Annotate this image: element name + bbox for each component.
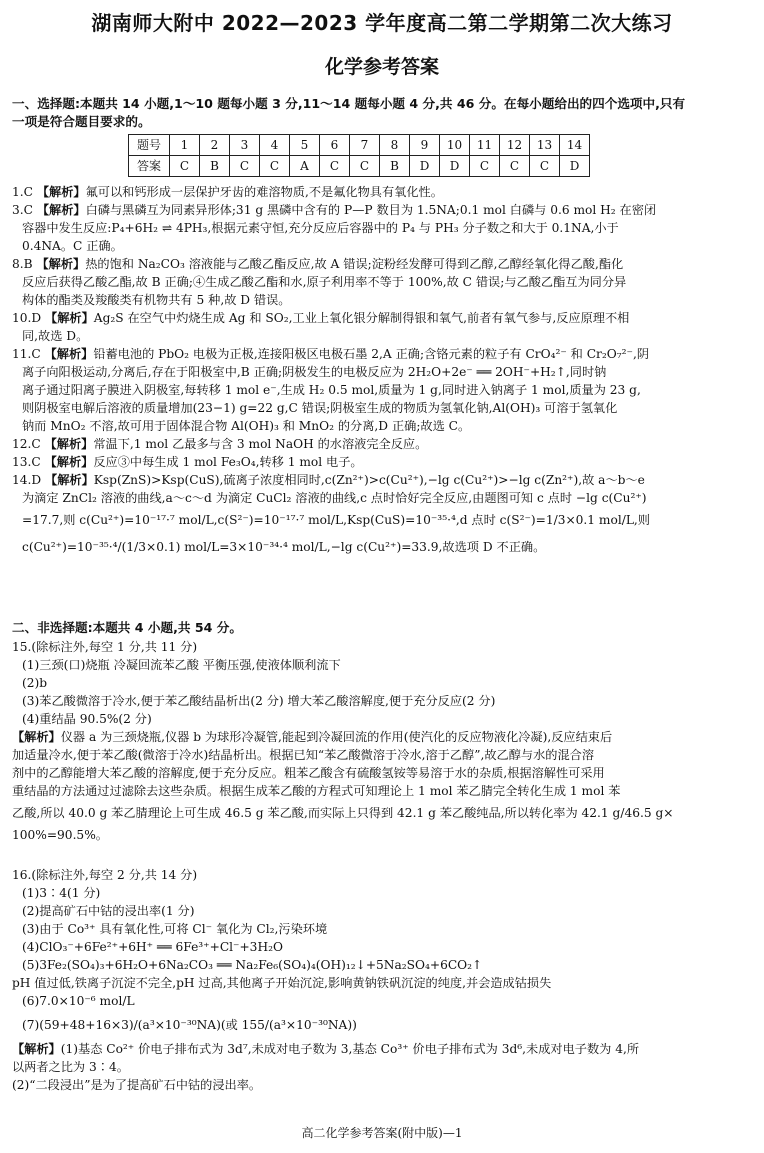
answer-cell: C bbox=[320, 156, 350, 177]
number-cell: 4 bbox=[260, 135, 290, 156]
q16-line: (4)ClO₃⁻+6Fe²⁺+6H⁺ ══ 6Fe³⁺+Cl⁻+3H₂O bbox=[22, 940, 283, 954]
answer-cell: C bbox=[470, 156, 500, 177]
number-cell: 6 bbox=[320, 135, 350, 156]
answer-cell: B bbox=[200, 156, 230, 177]
q16-line: (2)提高矿石中钴的浸出率(1 分) bbox=[22, 904, 195, 918]
explanation-line: 构体的酯类及羧酸类有机物共有 5 种,故 D 错误。 bbox=[22, 293, 291, 307]
number-cell: 11 bbox=[470, 135, 500, 156]
number-cell: 2 bbox=[200, 135, 230, 156]
explanation-line: 0.4NA。C 正确。 bbox=[22, 239, 123, 253]
page-title: 湖南师大附中 2022—2023 学年度高二第二学期第二次大练习 bbox=[91, 11, 673, 35]
q16-line: (7)(59+48+16×3)/(a³×10⁻³⁰NA)(或 155/(a³×10⁻³⁰NA)) bbox=[22, 1018, 357, 1032]
number-cell: 10 bbox=[440, 135, 470, 156]
q16-header: 16.(除标注外,每空 2 分,共 14 分) bbox=[12, 868, 198, 882]
answer-cell: C bbox=[350, 156, 380, 177]
q15-line: (1)三颈(口)烧瓶 冷凝回流苯乙酸 平衡压强,使液体顺利流下 bbox=[22, 658, 341, 672]
q15-line: (2)b bbox=[22, 676, 48, 690]
analysis-tag: 【解析】 bbox=[44, 347, 94, 361]
section1-line2: 一项是符合题目要求的。 bbox=[12, 114, 151, 129]
explanation-line: 反应后获得乙酸乙酯,故 B 正确;④生成乙酸乙酯和水,原子利用率不等于 100%,故 C 错误;与乙酸乙酯互为同分异 bbox=[22, 275, 627, 289]
q16-analysis: 以两者之比为 3∶4。 bbox=[12, 1060, 129, 1074]
number-cell: 5 bbox=[290, 135, 320, 156]
analysis-tag: 【解析】 bbox=[36, 185, 86, 199]
answer-cell: D bbox=[440, 156, 470, 177]
q15-analysis: 重结晶的方法通过过滤除去这些杂质。根据生成苯乙酸的方程式可知理论上 1 mol 苯乙腈完全转化生成 1 mol 苯 bbox=[12, 784, 621, 798]
explanation-line: 为滴定 ZnCl₂ 溶液的曲线,a～c～d 为滴定 CuCl₂ 溶液的曲线,c 点时恰好完全反应,由题图可知 c 点时 −lg c(Cu²⁺) bbox=[22, 491, 647, 505]
number-cell: 13 bbox=[530, 135, 560, 156]
explanation-line: 离子通过阳离子膜进入阴极室,每转移 1 mol e⁻,生成 H₂ 0.5 mol,质量为 1 g,同时进入钠离子 1 mol,质量为 23 g, bbox=[22, 383, 641, 397]
number-cell: 14 bbox=[560, 135, 590, 156]
explanation-line: 钠而 MnO₂ 不溶,故可用于固体混合物 Al(OH)₃ 和 MnO₂ 的分离,D 正确;故选 C。 bbox=[22, 419, 471, 433]
answer-cell: B bbox=[380, 156, 410, 177]
explanation-line: 离子向阳极运动,分离后,存在于阳极室中,B 正确;阴极发生的电极反应为 2H₂O+2e⁻ ══ 2OH⁻+H₂↑,同时钠 bbox=[22, 365, 607, 379]
answer-table bbox=[128, 134, 590, 177]
number-cell: 3 bbox=[230, 135, 260, 156]
q15-analysis: 剂中的乙醇能增大苯乙酸的溶解度,便于充分反应。粗苯乙酸含有硫酸氢铵等易溶于水的杂质,根据溶解性可采用 bbox=[12, 766, 605, 780]
answer-cell: D bbox=[560, 156, 590, 177]
answer-table-answer-row bbox=[129, 156, 590, 177]
answer-cell: C bbox=[500, 156, 530, 177]
answer-row-label: 答案 bbox=[129, 156, 170, 177]
analysis-tag: 【解析】 bbox=[36, 257, 86, 271]
q15-analysis: 乙酸,所以 40.0 g 苯乙腈理论上可生成 46.5 g 苯乙酸,而实际上只得到 42.1 g 苯乙酸纯品,所以转化率为 42.1 g/46.5 g× bbox=[12, 806, 674, 820]
analysis-tag: 【解析】 bbox=[45, 473, 94, 487]
q16-line: (6)7.0×10⁻⁶ mol/L bbox=[22, 994, 135, 1008]
analysis-tag: 【解析】 bbox=[36, 203, 86, 217]
answer-cell: C bbox=[260, 156, 290, 177]
explanation-line: 3.C 【解析】白磷与黑磷互为同素异形体;31 g 黑磷中含有的 P—P 数目为 1.5NA;0.1 mol 白磷与 0.6 mol H₂ 在密闭 bbox=[12, 203, 657, 217]
page-subtitle: 化学参考答案 bbox=[324, 56, 439, 78]
q15-analysis: 【解析】仪器 a 为三颈烧瓶,仪器 b 为球形冷凝管,能起到冷凝回流的作用(使汽化的反应物液化冷凝),反应结束后 bbox=[12, 730, 613, 744]
number-cell: 12 bbox=[500, 135, 530, 156]
analysis-tag: 【解析】 bbox=[44, 437, 94, 451]
answer-cell: C bbox=[170, 156, 200, 177]
explanation-line: 则阴极室电解后溶液的质量增加(23−1) g=22 g,C 错误;阴极室生成的物质为氢氧化钠,Al(OH)₃ 可溶于氢氧化 bbox=[22, 401, 618, 415]
explanation-line: 12.C 【解析】常温下,1 mol 乙最多与含 3 mol NaOH 的水溶液完全反应。 bbox=[12, 437, 428, 451]
explanation-line: c(Cu²⁺)=10⁻³⁵·⁴/(1/3×0.1) mol/L=3×10⁻³⁴·⁴ mol/L,−lg c(Cu²⁺)=33.9,故选项 D 不正确。 bbox=[22, 540, 546, 554]
number-cell: 8 bbox=[380, 135, 410, 156]
q16-analysis: (2)“二段浸出”是为了提高矿石中钴的浸出率。 bbox=[12, 1078, 262, 1092]
q15-line: (3)苯乙酸微溶于冷水,便于苯乙酸结晶析出(2 分) 增大苯乙酸溶解度,便于充分反应(2 分) bbox=[22, 694, 496, 708]
number-cell: 7 bbox=[350, 135, 380, 156]
q15-analysis: 100%=90.5%。 bbox=[12, 828, 108, 842]
analysis-tag: 【解析】 bbox=[45, 311, 94, 325]
choice-explanations bbox=[12, 183, 754, 561]
number-cell: 9 bbox=[410, 135, 440, 156]
q16-analysis: 【解析】(1)基态 Co²⁺ 价电子排布式为 3d⁷,未成对电子数为 3,基态 Co³⁺ 价电子排布式为 3d⁶,未成对电子数为 4,所 bbox=[12, 1042, 640, 1056]
explanation-line: 10.D 【解析】Ag₂S 在空气中灼烧生成 Ag 和 SO₂,工业上氧化银分解制得银和氧气,前者有氧气参与,反应原理不相 bbox=[12, 311, 630, 325]
number-row-label: 题号 bbox=[129, 135, 170, 156]
analysis-tag: 【解析】 bbox=[12, 730, 61, 744]
section2-heading: 二、非选择题:本题共 4 小题,共 54 分。 bbox=[12, 620, 242, 635]
q16-line: (3)由于 Co³⁺ 具有氧化性,可将 Cl⁻ 氧化为 Cl₂,污染环境 bbox=[22, 922, 328, 936]
question-15-answers bbox=[12, 638, 754, 844]
explanation-line: =17.7,则 c(Cu²⁺)=10⁻¹⁷·⁷ mol/L,c(S²⁻)=10⁻¹⁷·⁷ mol/L,Ksp(CuS)=10⁻³⁵·⁴,d 点时 c(S²⁻)=1/3×0.1 mol/L,则 bbox=[22, 513, 650, 527]
answer-cell: C bbox=[530, 156, 560, 177]
q16-line: pH 值过低,铁离子沉淀不完全,pH 过高,其他离子开始沉淀,影响黄钠铁矾沉淀的纯度,并会造成钴损失 bbox=[12, 976, 552, 990]
question-16-answers bbox=[12, 866, 754, 1094]
q15-analysis: 加适量冷水,便于苯乙酸(微溶于冷水)结晶析出。根据已知“苯乙酸微溶于冷水,溶于乙醇”,故乙醇与水的混合溶 bbox=[12, 748, 595, 762]
explanation-line: 14.D 【解析】Ksp(ZnS)>Ksp(CuS),硫离子浓度相同时,c(Zn²⁺)>c(Cu²⁺),−lg c(Cu²⁺)>−lg c(Zn²⁺),故 a～b～e bbox=[12, 473, 645, 487]
explanation-line: 1.C 【解析】氟可以和钙形成一层保护牙齿的难溶物质,不是氟化物具有氧化性。 bbox=[12, 185, 443, 199]
q15-header: 15.(除标注外,每空 1 分,共 11 分) bbox=[12, 640, 198, 654]
explanation-line: 容器中发生反应:P₄+6H₂ ⇌ 4PH₃,根据元素守恒,充分反应后容器中的 P₄ 与 PH₃ 分子数之和大于 0.1NA,小于 bbox=[22, 221, 619, 235]
section1-heading bbox=[12, 94, 757, 130]
explanation-line: 同,故选 D。 bbox=[22, 329, 89, 343]
number-cell: 1 bbox=[170, 135, 200, 156]
analysis-tag: 【解析】 bbox=[44, 455, 94, 469]
explanation-line: 8.B 【解析】热的饱和 Na₂CO₃ 溶液能与乙酸乙酯反应,故 A 错误;淀粉经发酵可得到乙醇,乙醇经氧化得乙酸,酯化 bbox=[12, 257, 624, 271]
answer-table-number-row bbox=[129, 135, 590, 156]
answer-cell: D bbox=[410, 156, 440, 177]
q16-line: (5)3Fe₂(SO₄)₃+6H₂O+6Na₂CO₃ ══ Na₂Fe₆(SO₄)₄(OH)₁₂↓+5Na₂SO₄+6CO₂↑ bbox=[22, 958, 483, 972]
section1-line1: 一、选择题:本题共 14 小题,1～10 题每小题 3 分,11～14 题每小题 4 分,共 46 分。在每小题给出的四个选项中,只有 bbox=[12, 96, 686, 111]
explanation-line: 13.C 【解析】反应③中每生成 1 mol Fe₃O₄,转移 1 mol 电子。 bbox=[12, 455, 363, 469]
explanation-line: 11.C 【解析】铅蓄电池的 PbO₂ 电极为正极,连接阳极区电极石墨 2,A 正确;含铬元素的粒子有 CrO₄²⁻ 和 Cr₂O₇²⁻,阴 bbox=[12, 347, 650, 361]
q16-line: (1)3∶4(1 分) bbox=[22, 886, 101, 900]
page-footer: 高二化学参考答案(附中版)—1 bbox=[301, 1126, 463, 1140]
analysis-tag: 【解析】 bbox=[12, 1042, 61, 1056]
q15-line: (4)重结晶 90.5%(2 分) bbox=[22, 712, 152, 726]
answer-cell: C bbox=[230, 156, 260, 177]
answer-cell: A bbox=[290, 156, 320, 177]
